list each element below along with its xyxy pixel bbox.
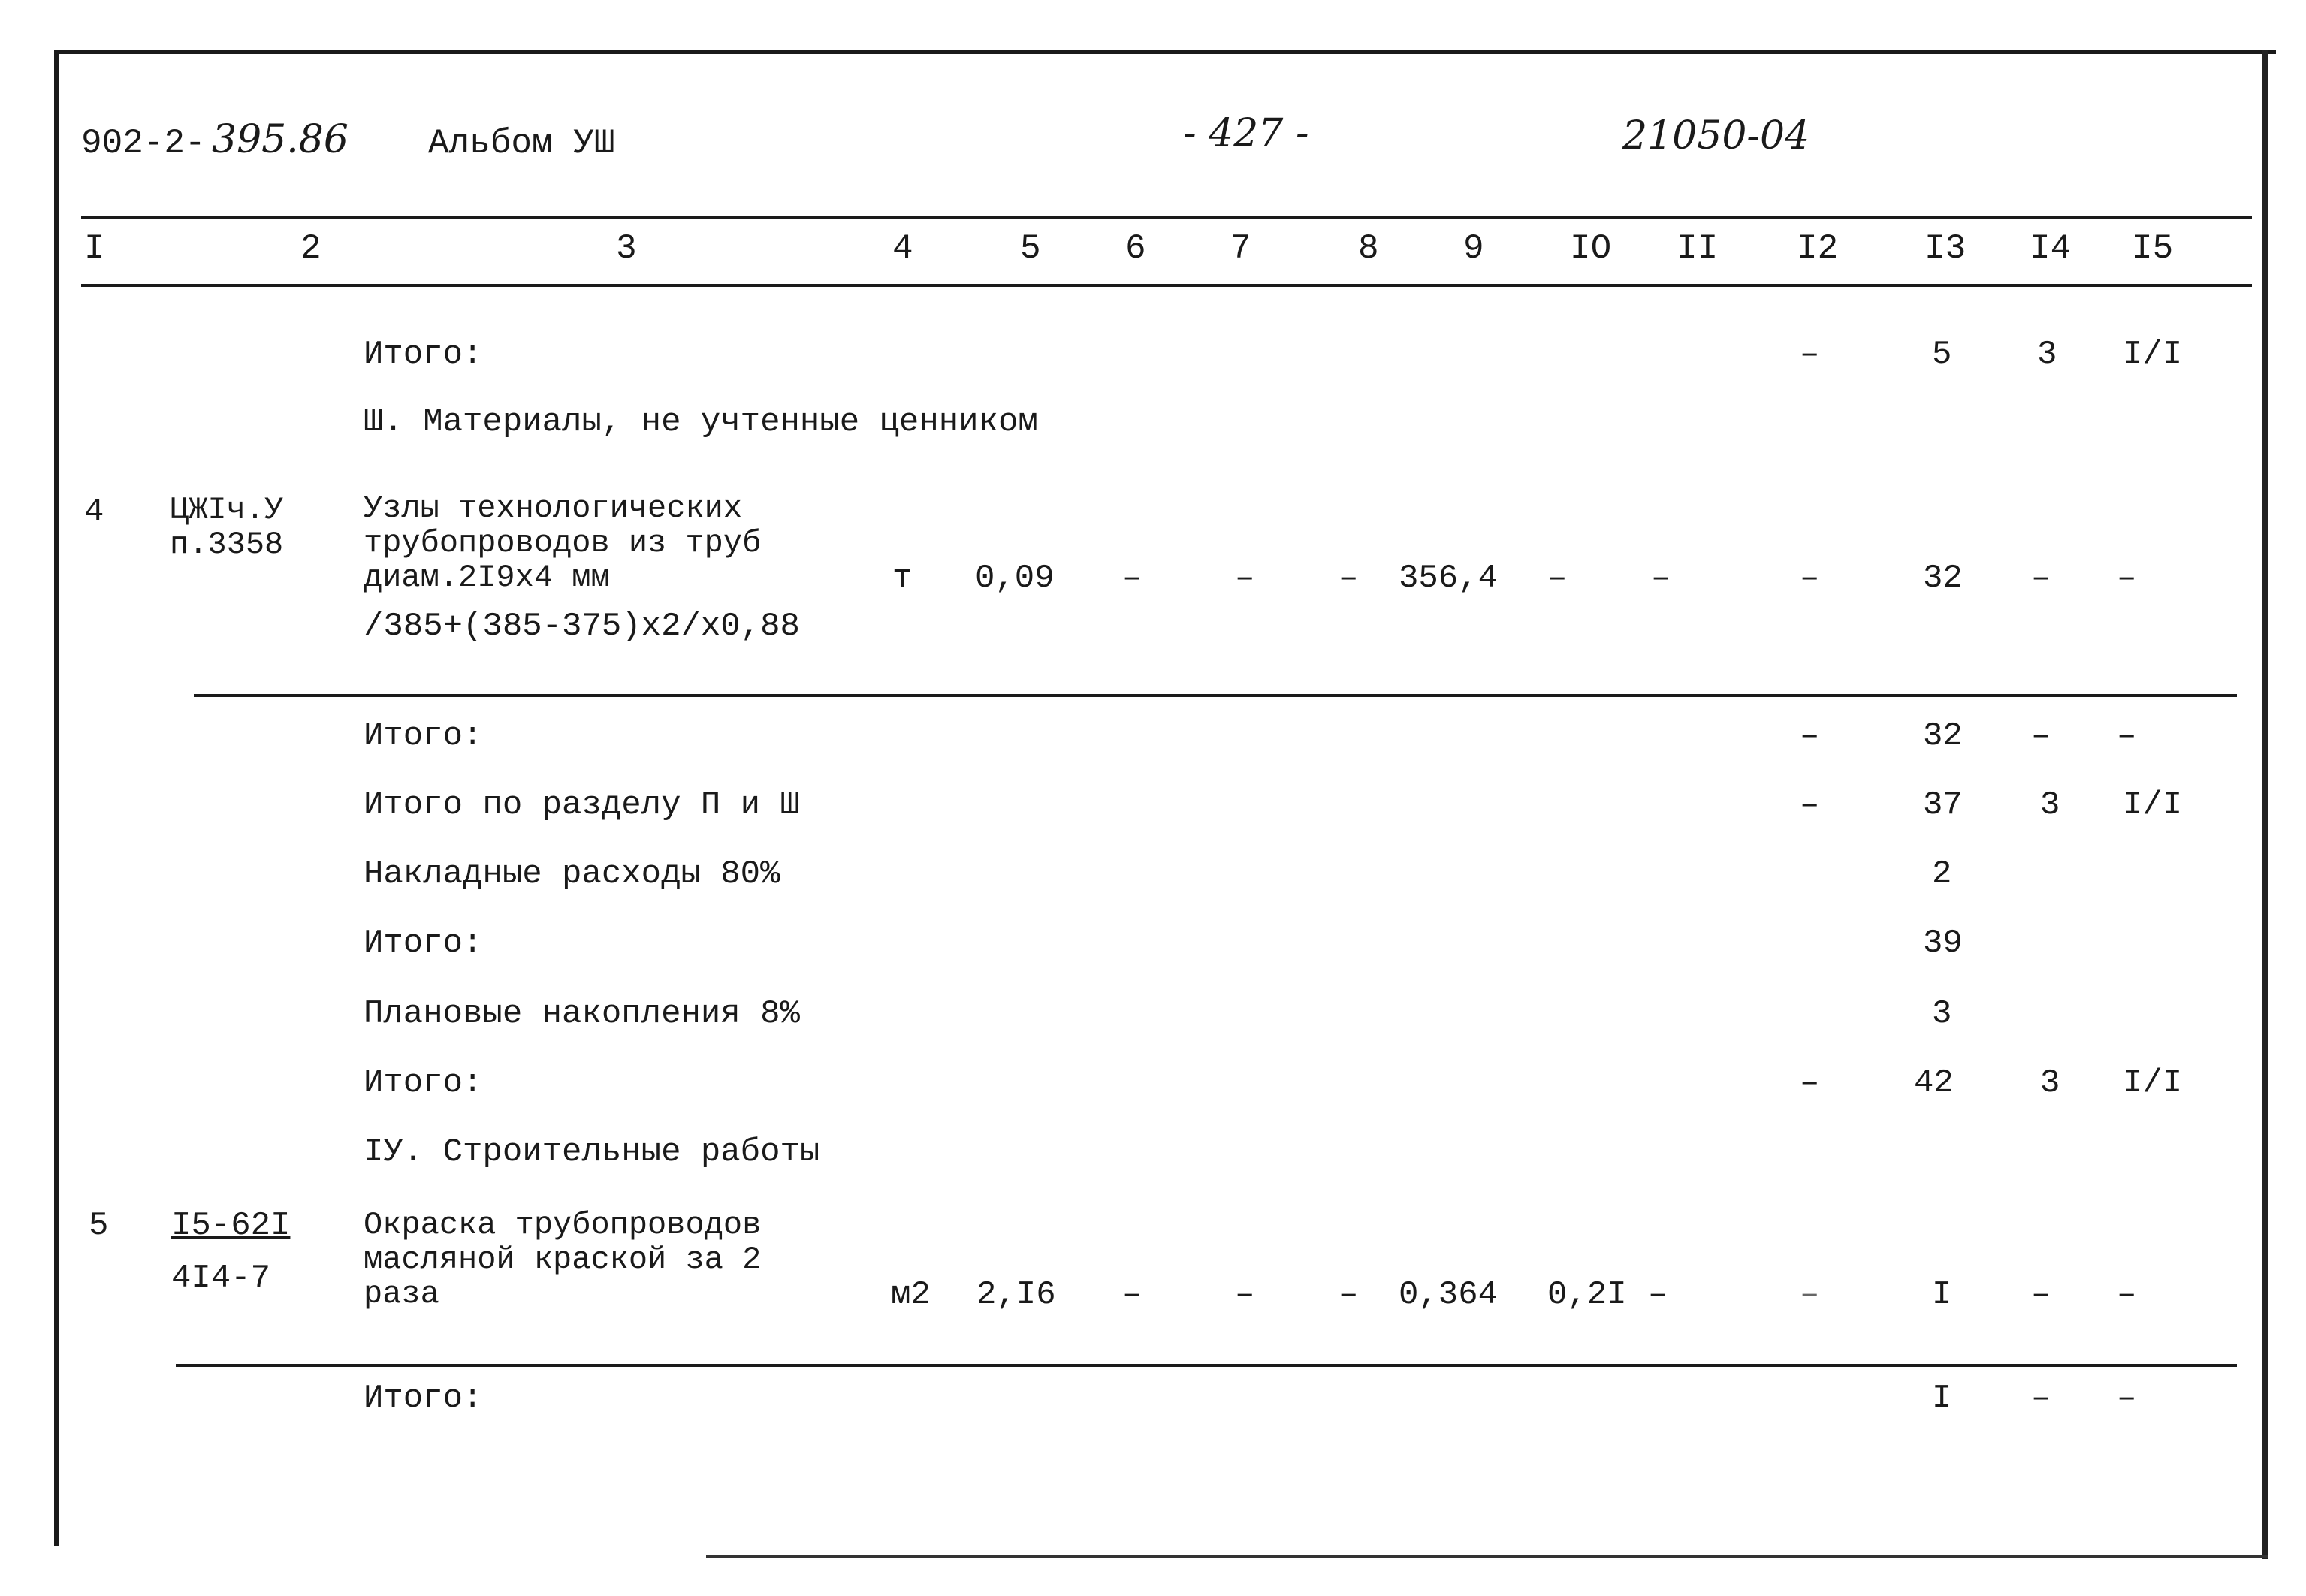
cell-c14: 3: [2040, 786, 2060, 824]
row-label: Плановые накопления 8%: [364, 995, 800, 1033]
cell-c12: –: [1800, 336, 1820, 373]
column-number: II: [1677, 229, 1719, 268]
cell-c14: –: [2031, 560, 2051, 597]
cell-c14: –: [2031, 717, 2051, 755]
cell-c13: 37: [1923, 786, 1963, 824]
description-formula: /385+(385-375)x2/x0,88: [364, 608, 800, 645]
row-label: Итого:: [364, 336, 483, 373]
column-number: 4: [892, 229, 913, 268]
row-separator: [194, 694, 2237, 697]
item-number: 4: [84, 493, 104, 531]
row-label: Итого:: [364, 717, 483, 755]
album-label: Альбом УШ: [428, 124, 615, 163]
doc-code-prefix: 902-2-: [81, 124, 206, 163]
cell-unit: т: [892, 560, 913, 597]
cell-c13: 32: [1923, 717, 1963, 755]
frame-bottom-border: [706, 1555, 2268, 1558]
section-title: Ш. Материалы, не учтенные ценником: [364, 403, 1038, 441]
cell-c15: –: [2117, 560, 2137, 597]
cell-c13: 32: [1923, 560, 1963, 597]
row-label: Итого по разделу П и Ш: [364, 786, 800, 824]
sheet-code: 21050-04: [1622, 113, 1810, 158]
cell-c12: –: [1800, 786, 1820, 824]
cell-c12: –: [1800, 1276, 1820, 1314]
header-rule-top: [81, 216, 2252, 219]
description-line: Узлы технологических: [364, 490, 743, 526]
cell-c13: 42: [1914, 1064, 1954, 1102]
column-number: 5: [1020, 229, 1041, 268]
page-number: - 427 -: [1183, 111, 1309, 156]
column-number: I: [84, 229, 105, 268]
cell-c7: –: [1235, 560, 1255, 597]
cell-c9: 0,364: [1399, 1276, 1499, 1314]
doc-code-handwritten: 395.86: [212, 117, 349, 162]
column-number: I3: [1924, 229, 1966, 268]
frame-right-border: [2262, 50, 2268, 1559]
cell-c15: –: [2117, 717, 2137, 755]
description-line: раза: [364, 1276, 439, 1312]
cell-c8: –: [1339, 1276, 1359, 1314]
cell-c9: 356,4: [1399, 560, 1499, 597]
cell-c11: –: [1648, 1276, 1668, 1314]
cell-c8: –: [1339, 560, 1359, 597]
cell-c10: –: [1547, 560, 1568, 597]
column-number: I2: [1797, 229, 1839, 268]
cell-c15: I/I: [2123, 336, 2183, 373]
cell-quantity: 2,I6: [976, 1276, 1056, 1314]
cell-c7: –: [1235, 1276, 1255, 1314]
price-code-line1: ЦЖIч.У: [170, 492, 284, 528]
description-line: диам.2I9x4 мм: [364, 560, 610, 596]
cell-c11: –: [1651, 560, 1671, 597]
cell-c13: 5: [1932, 336, 1952, 373]
price-code-line2: п.3358: [170, 526, 284, 563]
column-number: 8: [1358, 229, 1379, 268]
cell-c15: –: [2117, 1276, 2137, 1314]
row-label: Итого:: [364, 1064, 483, 1102]
cell-unit: м2: [891, 1276, 931, 1314]
cell-c14: 3: [2040, 1064, 2060, 1102]
cell-c12: –: [1800, 560, 1820, 597]
cell-c10: 0,2I: [1547, 1276, 1627, 1314]
row-label: Итого:: [364, 1380, 483, 1417]
cell-c6: –: [1122, 1276, 1142, 1314]
cell-c12: –: [1800, 1064, 1820, 1102]
item-number: 5: [89, 1207, 109, 1245]
cell-c13: I: [1932, 1380, 1952, 1417]
row-separator: [176, 1364, 2237, 1367]
column-number: IO: [1570, 229, 1612, 268]
column-number: 6: [1125, 229, 1146, 268]
cell-c15: I/I: [2123, 786, 2183, 824]
cell-quantity: 0,09: [975, 560, 1055, 597]
row-label: Накладные расходы 80%: [364, 855, 780, 893]
cell-c13: 3: [1932, 995, 1952, 1033]
price-code-line2: 4I4-7: [171, 1260, 271, 1297]
column-number: 9: [1463, 229, 1484, 268]
column-number: I4: [2030, 229, 2072, 268]
price-code-line1: I5-62I: [171, 1207, 291, 1245]
cell-c14: 3: [2037, 336, 2057, 373]
frame-left-border: [54, 51, 59, 1546]
row-label: Итого:: [364, 925, 483, 962]
cell-c14: –: [2031, 1380, 2051, 1417]
description-line: Окраска трубопроводов: [364, 1207, 762, 1243]
column-number: 3: [616, 229, 637, 268]
section-title: IУ. Строительные работы: [364, 1133, 820, 1171]
cell-c13: I: [1932, 1276, 1952, 1314]
column-number: 7: [1230, 229, 1251, 268]
cell-c15: –: [2117, 1380, 2137, 1417]
cell-c15: I/I: [2123, 1064, 2183, 1102]
cell-c13: 39: [1923, 925, 1963, 962]
column-number: 2: [300, 229, 321, 268]
cell-c12: –: [1800, 717, 1820, 755]
cell-c14: –: [2031, 1276, 2051, 1314]
cell-c6: –: [1122, 560, 1142, 597]
header-rule-bottom: [81, 284, 2252, 287]
frame-top-border: [54, 50, 2276, 54]
cell-c13: 2: [1932, 855, 1952, 893]
description-line: масляной краской за 2: [364, 1242, 762, 1278]
description-line: трубопроводов из труб: [364, 525, 762, 561]
column-number: I5: [2132, 229, 2174, 268]
